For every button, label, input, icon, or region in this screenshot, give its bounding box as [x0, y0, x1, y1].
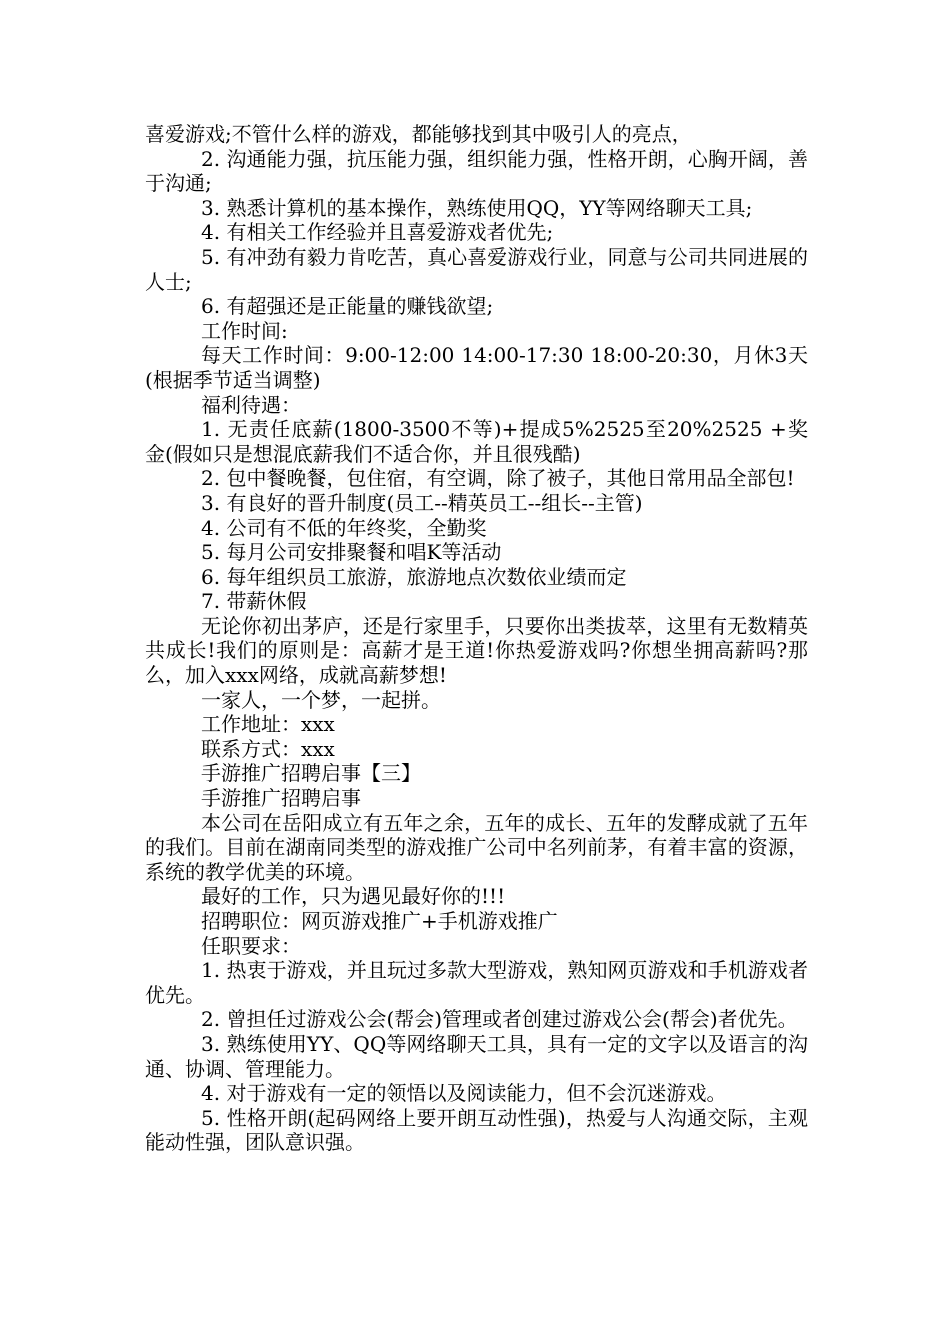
- paragraph-31: 5. 性格开朗(起码网络上要开朗互动性强)，热爱与人沟通交际，主观能动性强，团队意识强。: [145, 1105, 808, 1155]
- section-subheading: 手游推广招聘启事: [201, 786, 361, 811]
- paragraph-24: 最好的工作，只为遇见最好你的!!!: [201, 884, 506, 909]
- paragraph-30: 4. 对于游戏有一定的领悟以及阅读能力，但不会沉迷游戏。: [201, 1081, 727, 1106]
- paragraph-17: 无论你初出茅庐，还是行家里手，只要你出类拔萃，这里有无数精英共成长!我们的原则是：高薪才是王道!你热爱游戏吗?你想坐拥高薪吗?那么，加入xxx网络，成就高薪梦想!: [145, 613, 808, 688]
- paragraph-5: 5. 有冲劲有毅力肯吃苦，真心喜爱游戏行业，同意与公司共同进展的人士;: [145, 244, 808, 294]
- paragraph-7: 工作时间:: [201, 318, 288, 343]
- paragraph-29: 3. 熟练使用YY、QQ等网络聊天工具，具有一定的文字以及语言的沟通、协调、管理能力。: [145, 1031, 808, 1081]
- paragraph-25: 招聘职位：网页游戏推广+手机游戏推广: [201, 909, 558, 933]
- document-body: [145, 122, 808, 1155]
- paragraph-8: 每天工作时间：9:00-12:00 14:00-17:30 18:00-20:30，月休3天(根据季节适当调整): [145, 343, 808, 392]
- paragraph-9: 福利待遇：: [201, 392, 301, 417]
- paragraph-26: 任职要求：: [201, 933, 301, 958]
- paragraph-13: 4. 公司有不低的年终奖，全勤奖: [201, 515, 487, 540]
- paragraph-1: 喜爱游戏;不管什么样的游戏，都能够找到其中吸引人的亮点，: [145, 122, 692, 146]
- paragraph-14: 5. 每月公司安排聚餐和唱K等活动: [201, 540, 502, 565]
- section-heading: 手游推广招聘启事【三】: [201, 761, 421, 786]
- paragraph-20: 联系方式：xxx: [201, 736, 335, 761]
- paragraph-27: 1. 热衷于游戏，并且玩过多款大型游戏，熟知网页游戏和手机游戏者优先。: [145, 958, 808, 1007]
- paragraph-18: 一家人，一个梦，一起拼。: [201, 687, 441, 712]
- paragraph-11: 2. 包中餐晚餐，包住宿，有空调，除了被子，其他日常用品全部包!: [201, 466, 795, 491]
- paragraph-6: 6. 有超强还是正能量的赚钱欲望;: [201, 294, 494, 319]
- paragraph-19: 工作地址：xxx: [201, 712, 335, 737]
- paragraph-16: 7. 带薪休假: [201, 589, 307, 614]
- paragraph-4: 4. 有相关工作经验并且喜爱游戏者优先;: [201, 220, 554, 245]
- paragraph-3: 3. 熟悉计算机的基本操作，熟练使用QQ，YY等网络聊天工具;: [201, 195, 753, 220]
- paragraph-15: 6. 每年组织员工旅游，旅游地点次数依业绩而定: [201, 564, 627, 589]
- paragraph-12: 3. 有良好的晋升制度(员工--精英员工--组长--主管): [201, 490, 643, 515]
- paragraph-10: 1. 无责任底薪(1800-3500不等)+提成5%2525至20%2525 +奖金(假如只是想混底薪我们不适合你，并且很残酷): [145, 417, 808, 466]
- paragraph-23: 本公司在岳阳成立有五年之余，五年的成长、五年的发酵成就了五年的我们。目前在湖南同类型的游戏推广公司中名列前茅，有着丰富的资源，系统的教学优美的环境。: [145, 810, 808, 884]
- paragraph-28: 2. 曾担任过游戏公会(帮会)管理或者创建过游戏公会(帮会)者优先。: [201, 1007, 798, 1032]
- paragraph-2: 2. 沟通能力强，抗压能力强，组织能力强，性格开朗，心胸开阔，善于沟通;: [145, 146, 808, 196]
